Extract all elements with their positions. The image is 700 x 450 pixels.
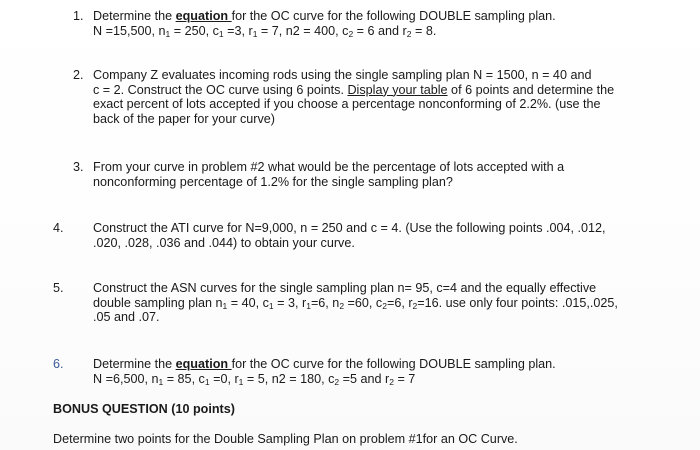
text-run: for the OC curve for the following DOUBLE sampling plan. — [231, 357, 556, 371]
question-line — [93, 83, 614, 98]
text-run: =3, r — [223, 23, 253, 38]
subscript: 1 — [204, 376, 210, 387]
subscript: 2 — [348, 28, 354, 39]
question-line — [93, 112, 614, 127]
text-run: =0, r — [209, 371, 239, 386]
question-line — [93, 357, 556, 372]
text-run: =5 and r — [339, 371, 390, 386]
emphasis-text: equation — [175, 9, 232, 23]
text-run: exact percent of lots accepted if you choose a percentage nonconforming of 2.2%. (use the — [93, 97, 601, 112]
question-text — [93, 221, 606, 250]
bonus-heading: BONUS QUESTION (10 points) — [53, 402, 235, 416]
text-run: double sampling plan n — [93, 295, 223, 310]
text-run: Determine the — [93, 357, 176, 371]
subscript: 1 — [222, 300, 228, 311]
underlined-text: Display your table — [347, 82, 448, 97]
text-run: of 6 points and determine the — [447, 82, 615, 97]
text-run: .05 and .07. — [93, 310, 160, 325]
subscript: 1 — [218, 28, 224, 39]
question-text — [93, 160, 564, 189]
question-text — [93, 281, 618, 325]
question-number: 5. — [53, 281, 64, 295]
question-line — [93, 97, 614, 112]
bonus-text: Determine two points for the Double Sampling Plan on problem #1for an OC Curve. — [53, 432, 518, 446]
text-run: =60, c — [344, 295, 383, 310]
question-text — [93, 9, 556, 38]
text-run: N =6,500, n — [93, 371, 159, 386]
question-line — [93, 372, 556, 387]
text-run: Determine the — [93, 9, 176, 23]
text-run: N =15,500, n — [93, 23, 166, 38]
question-line — [93, 160, 564, 175]
text-run: = 85, c — [163, 371, 205, 386]
subscript: 2 — [339, 300, 345, 311]
subscript: 2 — [406, 28, 412, 39]
text-run: From your curve in problem #2 what would be the percentage of lots accepted with a — [93, 160, 565, 174]
subscript: 1 — [306, 300, 311, 311]
question-line — [93, 221, 606, 236]
question-line — [93, 9, 556, 24]
question-line — [93, 24, 556, 39]
question-number: 6. — [53, 357, 64, 371]
subscript: 2 — [382, 300, 387, 311]
text-run: = 40, c — [227, 295, 269, 310]
subscript: 2 — [334, 376, 340, 387]
text-run: = 7 — [393, 371, 416, 386]
question-line — [93, 236, 606, 251]
text-run: nonconforming percentage of 1.2% for the single sampling plan? — [93, 174, 453, 189]
subscript: 1 — [158, 376, 164, 387]
text-run: c = 2. Construct the OC curve using 6 points. — [93, 82, 348, 97]
text-run: = 6 and r — [353, 23, 407, 38]
text-run: = 250, c — [170, 23, 219, 38]
question-number: 4. — [53, 221, 64, 235]
question-line — [93, 68, 614, 83]
text-run: =6, r — [386, 295, 413, 310]
question-line — [93, 175, 564, 190]
subscript: 2 — [412, 300, 418, 311]
text-run: = 3, r — [273, 295, 307, 310]
question-number: 2. — [73, 68, 84, 82]
subscript: 1 — [165, 28, 171, 39]
subscript: 1 — [252, 28, 258, 39]
question-line — [93, 281, 618, 296]
emphasis-text: equation — [175, 357, 232, 371]
text-run: = 5, n2 = 180, c — [243, 371, 335, 386]
text-run: for the OC curve for the following DOUBLE sampling plan. — [231, 9, 556, 23]
text-run: Construct the ASN curves for the single sampling plan n= 95, c=4 and the equally effective — [93, 281, 597, 295]
question-number: 1. — [73, 9, 84, 23]
text-run: .020, .028, .036 and .044) to obtain your curve. — [93, 235, 355, 250]
question-text — [93, 357, 556, 386]
text-run: =6, n — [310, 295, 340, 310]
question-line — [93, 310, 618, 325]
subscript: 1 — [268, 300, 274, 311]
text-run: back of the paper for your curve) — [93, 111, 276, 126]
text-run: = 7, n2 = 400, c — [257, 23, 349, 38]
text-run: Company Z evaluates incoming rods using the single sampling plan N = 1500, n = 40 and — [93, 68, 592, 82]
question-number: 3. — [73, 160, 84, 174]
subscript: 1 — [238, 376, 244, 387]
text-run: Construct the ATI curve for N=9,000, n = 250 and c = 4. (Use the following points .004, .012, — [93, 221, 606, 235]
text-run: = 8. — [411, 23, 437, 38]
question-text — [93, 68, 614, 126]
text-run: =16. use only four points: .015,.025, — [417, 295, 618, 310]
question-line — [93, 296, 618, 311]
subscript: 2 — [389, 376, 394, 387]
